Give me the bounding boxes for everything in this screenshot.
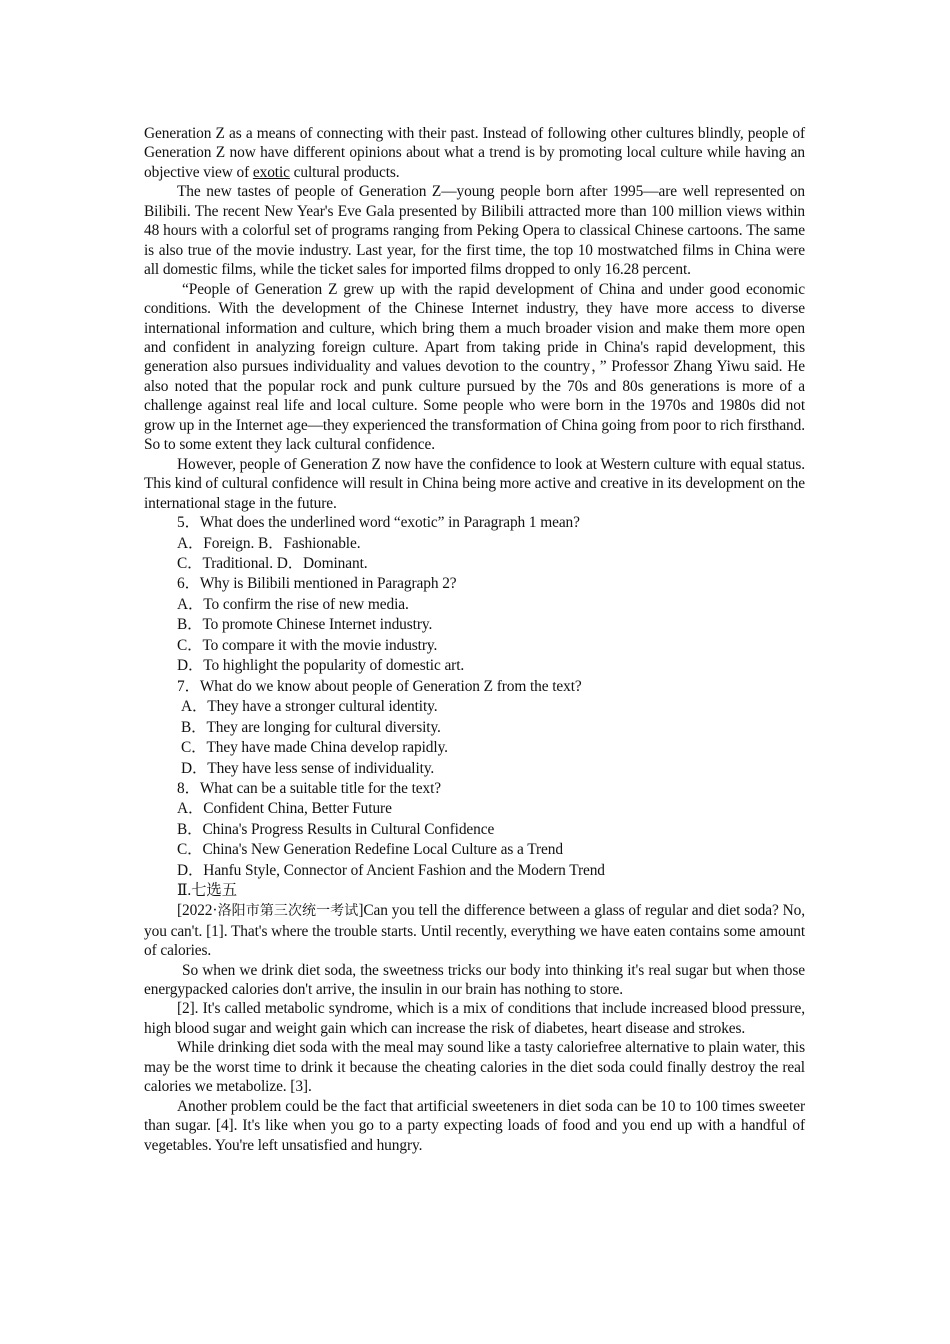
question-6-option-d: D．To highlight the popularity of domestic art. (177, 657, 465, 675)
question-6-option-c: C．To compare it with the movie industry. (177, 636, 438, 654)
passage-paragraph-2: The new tastes of people of Generation Z—young people born after 1995—are well represented on Bilibili. The recent New Year's Eve Gala presented by Bilibili attracted more than 100 million views within 48 hours with a colorful set of programs ranging from Peking Opera to classical Chinese cartoons. The same is also true of the movie industry. Last year, for the first time, the top 10 mostwatched films in China were all domestic films, while the ticket sales for imported films dropped to only 16.28 percent. (144, 183, 805, 279)
section2-paragraph-2: So when we drink diet soda, the sweetness tricks our body into thinking it's real sugar but when those energypacked calories don't arrive, the insulin in our brain has nothing to store. (144, 961, 805, 999)
question-5: 5．What does the underlined word “exotic” in Paragraph 1 mean? (177, 514, 580, 532)
underlined-word-exotic: exotic (252, 163, 290, 181)
question-7-option-a: A．They have a stronger cultural identity. (181, 698, 438, 716)
source-tag: [2022· (177, 902, 218, 920)
question-5-options-ab: A．Foreign. B．Fashionable. (177, 534, 361, 552)
question-8-option-a: A．Confident China, Better Future (177, 800, 392, 818)
question-6-option-b: B．To promote Chinese Internet industry. (177, 616, 433, 634)
question-8-option-c: C．China's New Generation Redefine Local Culture as a Trend (177, 841, 563, 859)
passage-paragraph-1 (144, 124, 805, 182)
questions (144, 513, 805, 881)
document-page (144, 124, 805, 1155)
question-6-option-a: A．To confirm the rise of new media. (177, 595, 409, 613)
question-7: 7．What do we know about people of Generation Z from the text? (177, 677, 582, 695)
paragraph-text: Generation Z as a means of connecting with their past. Instead of following other cultures blindly, people of Generation Z now have different opinions about what a trend is by promoting local culture while having an objective view of (144, 125, 805, 181)
question-7-option-b: B．They are longing for cultural diversity. (181, 718, 441, 736)
source-tag: ] (358, 902, 364, 920)
paragraph-text: cultural products. (289, 163, 400, 181)
question-7-option-c: C．They have made China develop rapidly. (181, 739, 448, 757)
question-5-options-cd: C．Traditional. D．Dominant. (177, 554, 368, 572)
question-7-option-d: D．They have less sense of individuality. (181, 759, 435, 777)
section2-paragraph-5: Another problem could be the fact that artificial sweeteners in diet soda can be 10 to 100 times sweeter than sugar. [4]. It's like when you go to a party expecting loads of food and you end up with a handful of vegetables. You're left unsatisfied and hungry. (144, 1097, 805, 1154)
section2-paragraph-3: [2]. It's called metabolic syndrome, which is a mix of conditions that include increased blood pressure, high blood sugar and weight gain which can increase the risk of diabetes, heart disease and strokes. (144, 1000, 805, 1037)
paragraph-text: Can you tell the difference between a glass of regular and diet soda? No, you can't. [1]. That's where the trouble starts. Until recently, everything we have eaten contains some amount of calories. (144, 902, 806, 960)
question-8-option-b: B．China's Progress Results in Cultural Confidence (177, 820, 495, 838)
section-heading: Ⅱ.七选五 (177, 882, 237, 900)
section2-paragraph-4: While drinking diet soda with the meal may sound like a tasty caloriefree alternative to plain water, this may be the worst time to drink it because the cheating calories in the diet soda could finally destroy the real calories we metabolize. [3]. (144, 1039, 805, 1096)
section2-paragraph-1 (144, 901, 805, 960)
question-6: 6．Why is Bilibili mentioned in Paragraph 2? (177, 575, 457, 593)
question-8-option-d: D．Hanfu Style, Connector of Ancient Fashion and the Modern Trend (177, 861, 605, 879)
question-8: 8．What can be a suitable title for the text? (177, 779, 441, 797)
source-tag-cn: 洛阳市第三次统一考试 (217, 903, 359, 920)
passage-paragraph-4: However, people of Generation Z now have the confidence to look at Western culture with equal status. This kind of cultural confidence will result in China being more active and creative in its development on the international stage in the future. (144, 455, 805, 512)
passage-paragraph-3: “People of Generation Z grew up with the rapid development of China and under good economic conditions. With the development of the Chinese Internet industry, they have more access to diverse international information and culture, which bring them a much broader vision and make them more open and confident in analyzing foreign culture. Apart from taking pride in China's rapid development, this generation also pursues individuality and values devotion to the country，” Professor Zhang Yiwu said. He also noted that the popular rock and punk culture pursued by the 70s and 80s generations is more of a challenge against real life and local culture. Some people who were born in the 1970s and 1980s did not grow up in the Internet age—they experienced the transformation of China going from poor to rich firsthand. So to some extent they lack cultural confidence. (144, 280, 805, 454)
